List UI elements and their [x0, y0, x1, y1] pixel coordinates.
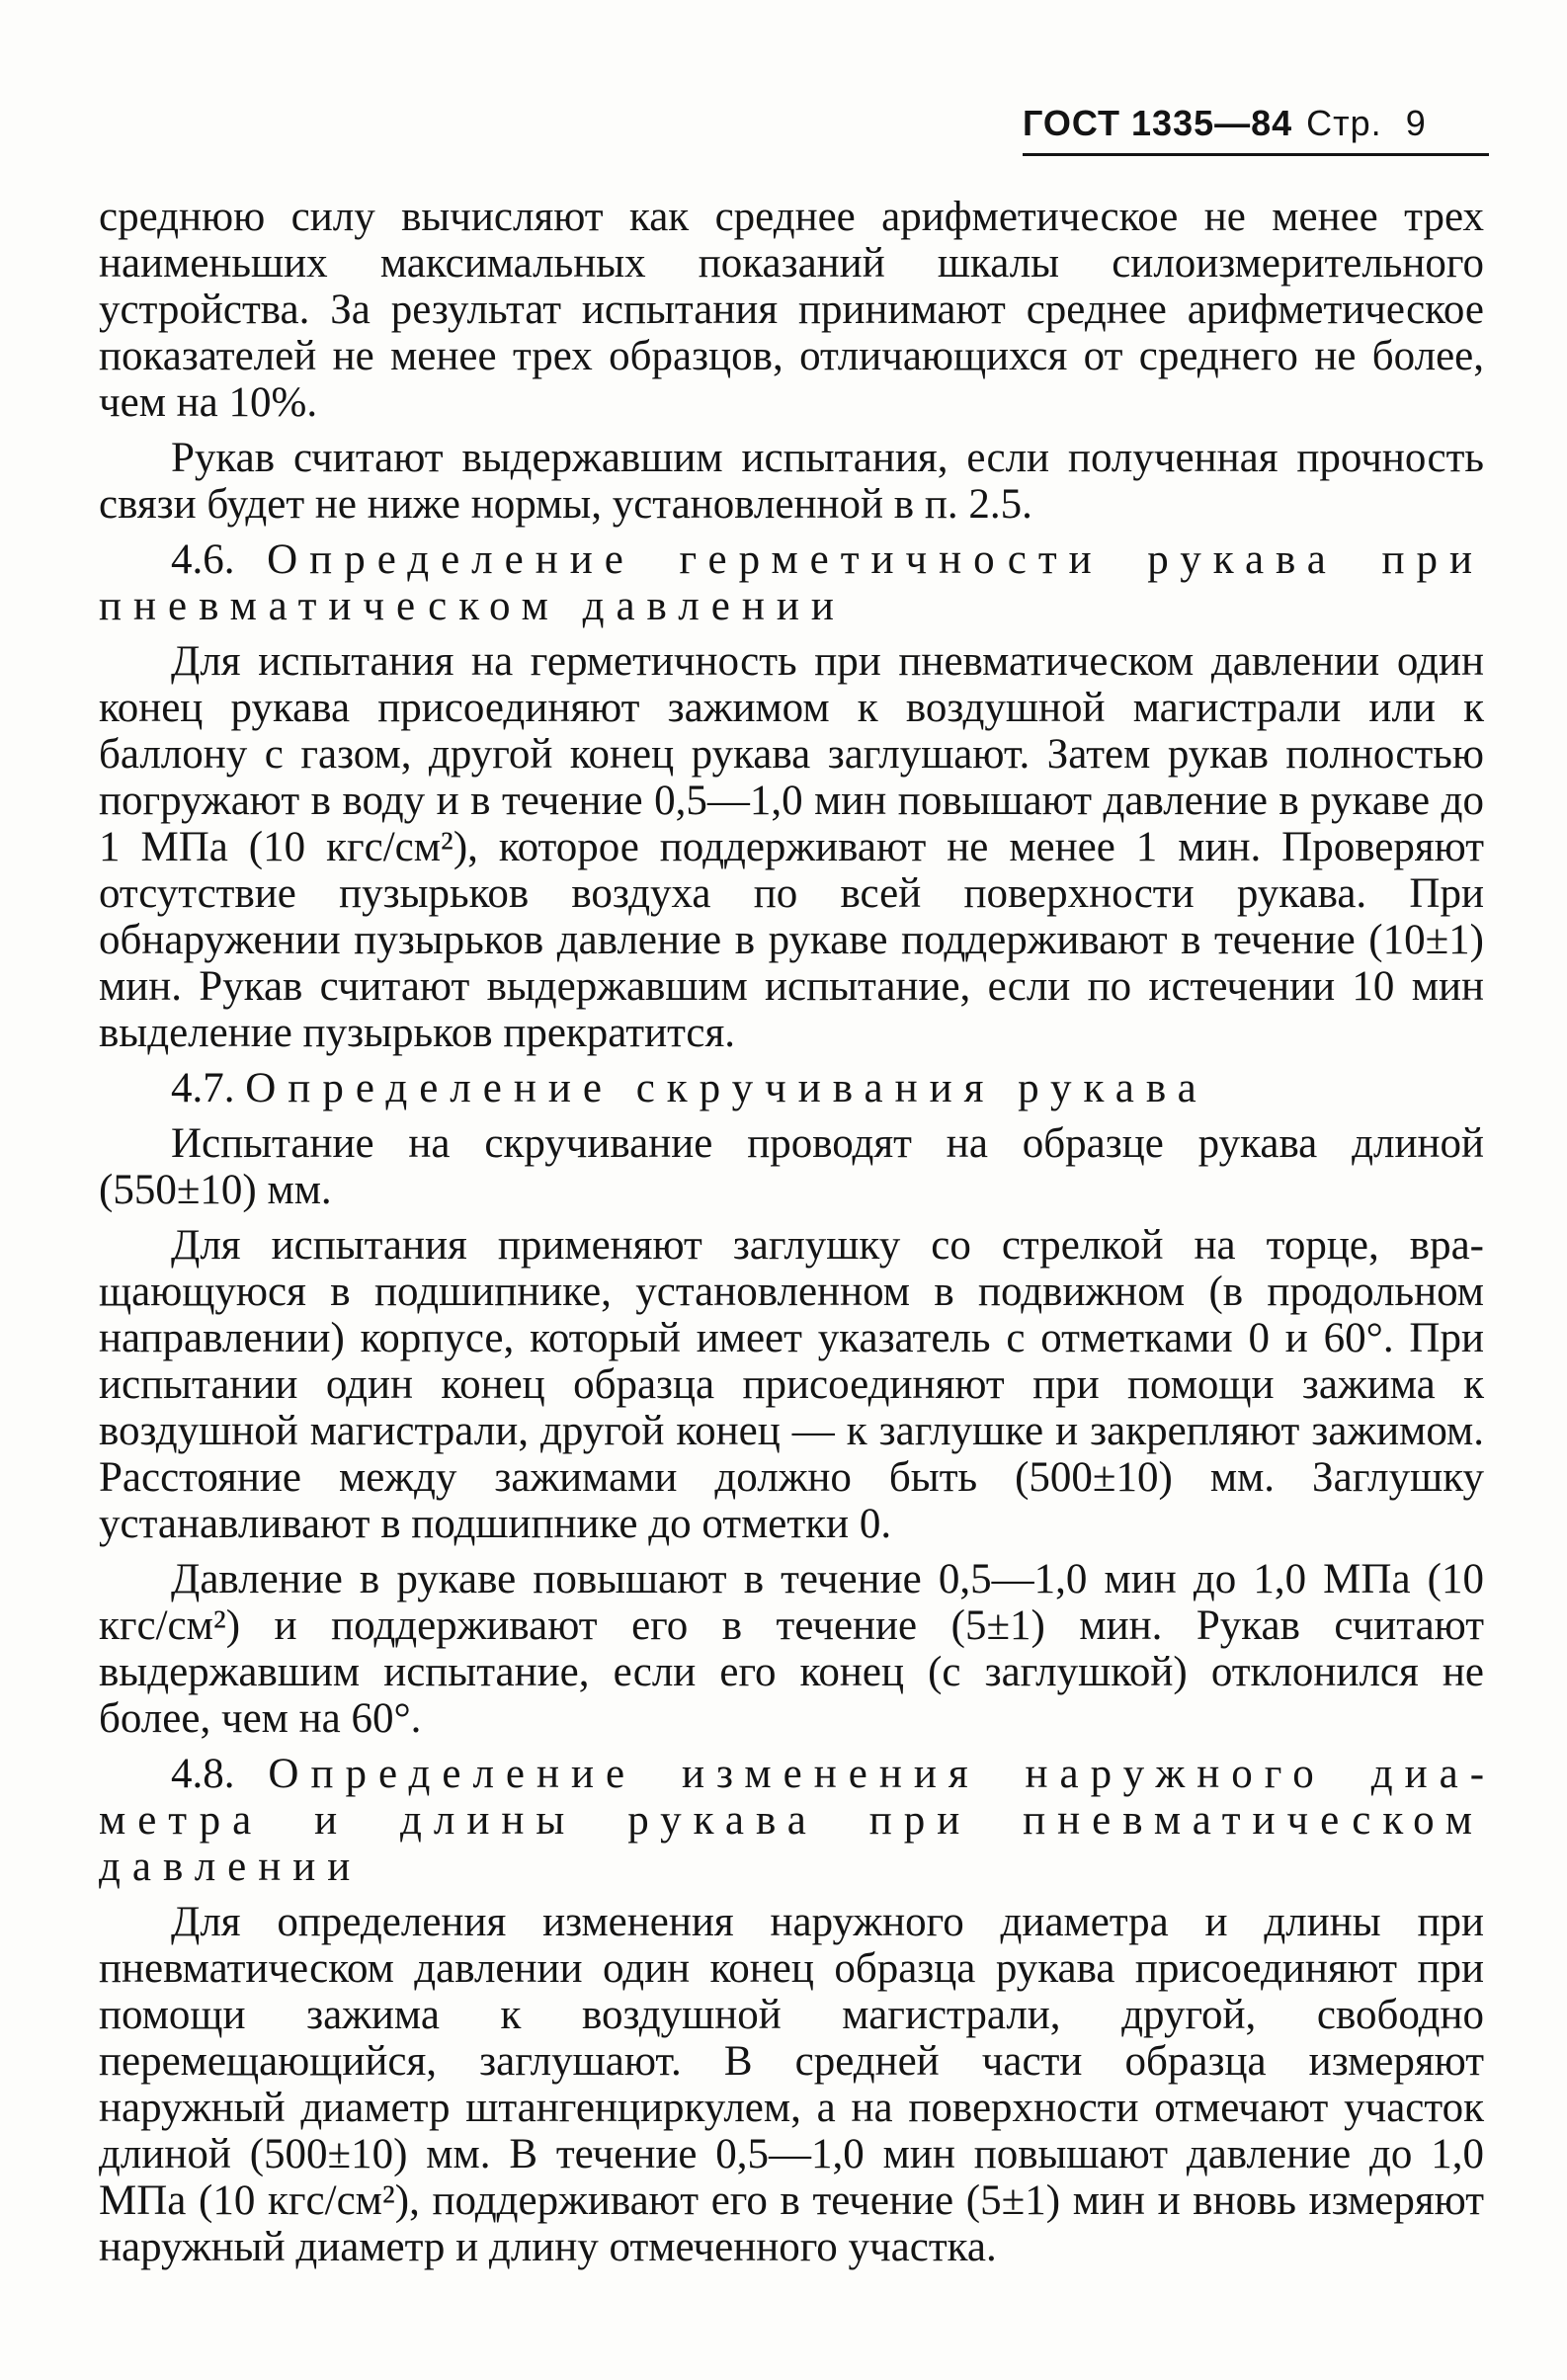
paragraph: Для определения изменения наружного диаметра и длины при пневматическом давлении один конец образца рукава присоединяют при помощи зажима к воздушной магистрали, другой, свободно перемещающийся, заглушают. В средней части образца измеряют наружный диаметр штангенциркулем, а на поверхности отмечают участок длиной (500±10) мм. В течение 0,5—1,0 мин повышают давление до 1,0 МПа (10 кгс/см²), поддерживают его в течение (5±1) мин и вновь измеряют наружный диаметр и длину отмеченного участка.: [99, 1899, 1484, 2270]
document-body: [99, 194, 1484, 2279]
paragraph-continuation: среднюю силу вычисляют как среднее арифметическое не менее трех наименьших максимальных показаний шкалы силоизмерительного устройства. За результат испытания принимают среднее арифметическое показателей не менее трех образцов, отличающихся от среднего не более, чем на 10%.: [99, 194, 1484, 426]
section-heading-4-7: [99, 1065, 1484, 1111]
section-heading-4-6: [99, 536, 1484, 629]
paragraph: Рукав считают выдержавшим испытания, если полученная прочность связи будет не ниже нормы, установленной в п. 2.5.: [99, 435, 1484, 528]
paragraph: Испытание на скручивание проводят на образце рукава длиной (550±10) мм.: [99, 1120, 1484, 1213]
section-title: Определение скручивания рукава: [245, 1065, 1208, 1111]
page-label: Стр.: [1306, 103, 1382, 143]
standard-number: ГОСТ 1335—84: [1023, 103, 1293, 143]
section-title: Определение герметичности рукава при пневматическом давлении: [99, 536, 1484, 629]
header-rule: [1023, 153, 1489, 156]
paragraph: Для испытания на герметичность при пневматическом давлении один конец рукава присоединяют зажимом к воздушной магистрали или к баллону с газом, другой конец рукава заглушают. Затем рукав полностью погружают в воду и в течение 0,5—1,0 мин повышают давление в рукаве до 1 МПа (10 кгс/см²), которое поддерживают не менее 1 мин. Проверяют отсутствие пузырьков воздуха по всей поверхности рукава. При обнаружении пузырьков давление в рукаве поддерживают в течение (10±1) мин. Рукав считают выдержавшим испытание, если по истечении 10 мин выделение пузырьков прекратится.: [99, 638, 1484, 1056]
page-number: 9: [1405, 103, 1427, 143]
section-heading-4-8: [99, 1751, 1484, 1890]
section-number: 4.7.: [171, 1065, 235, 1111]
paragraph: Давление в рукаве повышают в течение 0,5—1,0 мин до 1,0 МПа (10 кгс/см²) и поддерживают его в течение (5±1) мин. Рукав считают выдержавшим испытание, если его конец (с заглушкой) отклонился не более, чем на 60°.: [99, 1556, 1484, 1742]
section-number: 4.6.: [171, 536, 235, 583]
section-title: Определение изменения наружного диаметра и длины рукава при пневматическом давлении: [99, 1751, 1485, 1890]
section-number: 4.8.: [171, 1751, 235, 1797]
paragraph: Для испытания применяют заглушку со стрелкой на торце, вращающуюся в подшипнике, установленном в подвижном (в продольном направлении) корпусе, который имеет указатель с отметками 0 и 60°. При испытании один конец образца присоединяют при помощи зажима к воздушной магистрали, другой конец — к заглушке и закрепляют зажимом. Расстояние между зажимами должно быть (500±10) мм. Заглушку устанавливают в подшипнике до отметки 0.: [99, 1222, 1484, 1547]
